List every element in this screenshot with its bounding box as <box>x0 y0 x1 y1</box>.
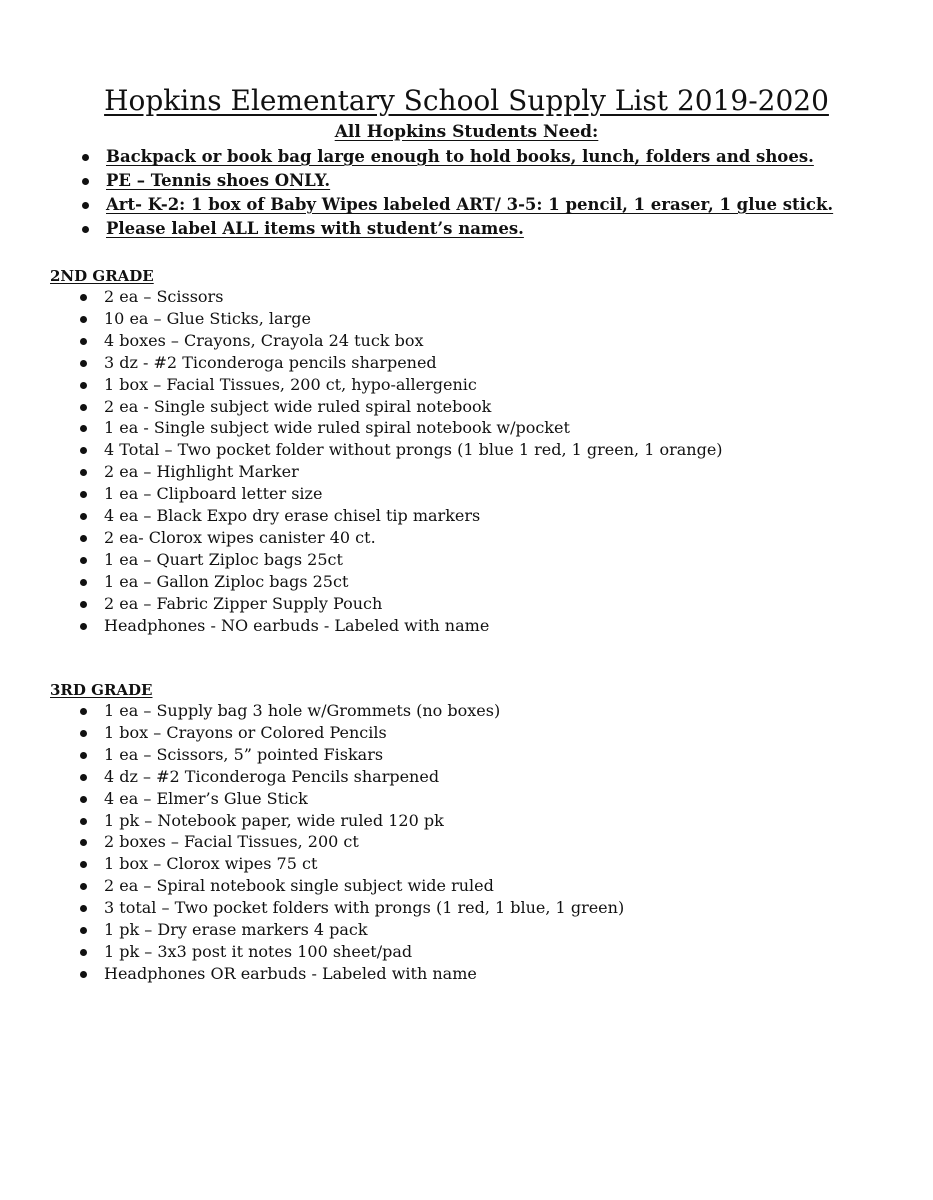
grade3-list <box>78 700 624 985</box>
list-item: Headphones - NO earbuds - Labeled with name <box>104 615 490 635</box>
list-item: 3 dz - #2 Ticonderoga pencils sharpened <box>104 352 437 372</box>
list-item: 2 ea – Spiral notebook single subject wide ruled <box>104 876 494 896</box>
list-item: Headphones OR earbuds - Labeled with name <box>104 963 477 983</box>
list-item: 4 dz – #2 Ticonderoga Pencils sharpened <box>104 766 440 786</box>
grade3-section <box>50 680 624 985</box>
grade2-list <box>78 286 723 637</box>
list-item: Please label ALL items with student’s names. <box>106 219 524 238</box>
list-item: 2 boxes – Facial Tissues, 200 ct <box>104 832 359 852</box>
list-item: 1 box – Facial Tissues, 200 ct, hypo-allergenic <box>104 374 477 394</box>
list-item: 1 ea – Supply bag 3 hole w/Grommets (no boxes) <box>104 701 501 720</box>
page-title: Hopkins Elementary School Supply List 2019-2020 <box>104 84 829 117</box>
grade3-heading: 3RD GRADE <box>50 681 153 699</box>
list-item: 1 ea - Single subject wide ruled spiral notebook w/pocket <box>104 418 570 438</box>
list-item: 1 ea – Gallon Ziploc bags 25ct <box>104 571 349 591</box>
list-item: 1 ea – Clipboard letter size <box>104 484 323 504</box>
list-item: 4 ea – Elmer’s Glue Stick <box>104 788 308 808</box>
list-item: 2 ea – Highlight Marker <box>104 462 299 482</box>
list-item: 10 ea – Glue Sticks, large <box>104 308 311 328</box>
list-item: 2 ea- Clorox wipes canister 40 ct. <box>104 527 376 547</box>
grade2-heading: 2ND GRADE <box>50 267 154 285</box>
list-item: 1 pk – 3x3 post it notes 100 sheet/pad <box>104 941 413 961</box>
list-item: 1 ea – Scissors, 5” pointed Fiskars <box>104 744 384 764</box>
list-item: 3 total – Two pocket folders with prongs (1 red, 1 blue, 1 green) <box>104 898 625 918</box>
list-item: 1 pk – Notebook paper, wide ruled 120 pk <box>104 810 444 830</box>
grade2-section <box>50 266 723 637</box>
list-item: Backpack or book bag large enough to hold books, lunch, folders and shoes. <box>106 147 814 166</box>
list-item: 1 ea – Quart Ziploc bags 25ct <box>104 549 343 569</box>
list-item: Art- K-2: 1 box of Baby Wipes labeled ART/ 3-5: 1 pencil, 1 eraser, 1 glue stick. <box>106 195 834 214</box>
list-item: 4 Total – Two pocket folder without prongs (1 blue 1 red, 1 green, 1 orange) <box>104 440 723 460</box>
all-students-heading: All Hopkins Students Need: <box>334 122 599 142</box>
list-item: 4 ea – Black Expo dry erase chisel tip markers <box>104 506 481 526</box>
list-item: 2 ea – Scissors <box>104 287 224 306</box>
list-item: 1 pk – Dry erase markers 4 pack <box>104 920 368 940</box>
list-item: PE – Tennis shoes ONLY. <box>106 171 331 190</box>
list-item: 2 ea – Fabric Zipper Supply Pouch <box>104 593 383 613</box>
list-item: 1 box – Clorox wipes 75 ct <box>104 854 318 874</box>
list-item: 1 box – Crayons or Colored Pencils <box>104 722 387 742</box>
list-item: 4 boxes – Crayons, Crayola 24 tuck box <box>104 330 424 350</box>
all-students-list <box>80 145 833 241</box>
list-item: 2 ea - Single subject wide ruled spiral notebook <box>104 396 492 416</box>
